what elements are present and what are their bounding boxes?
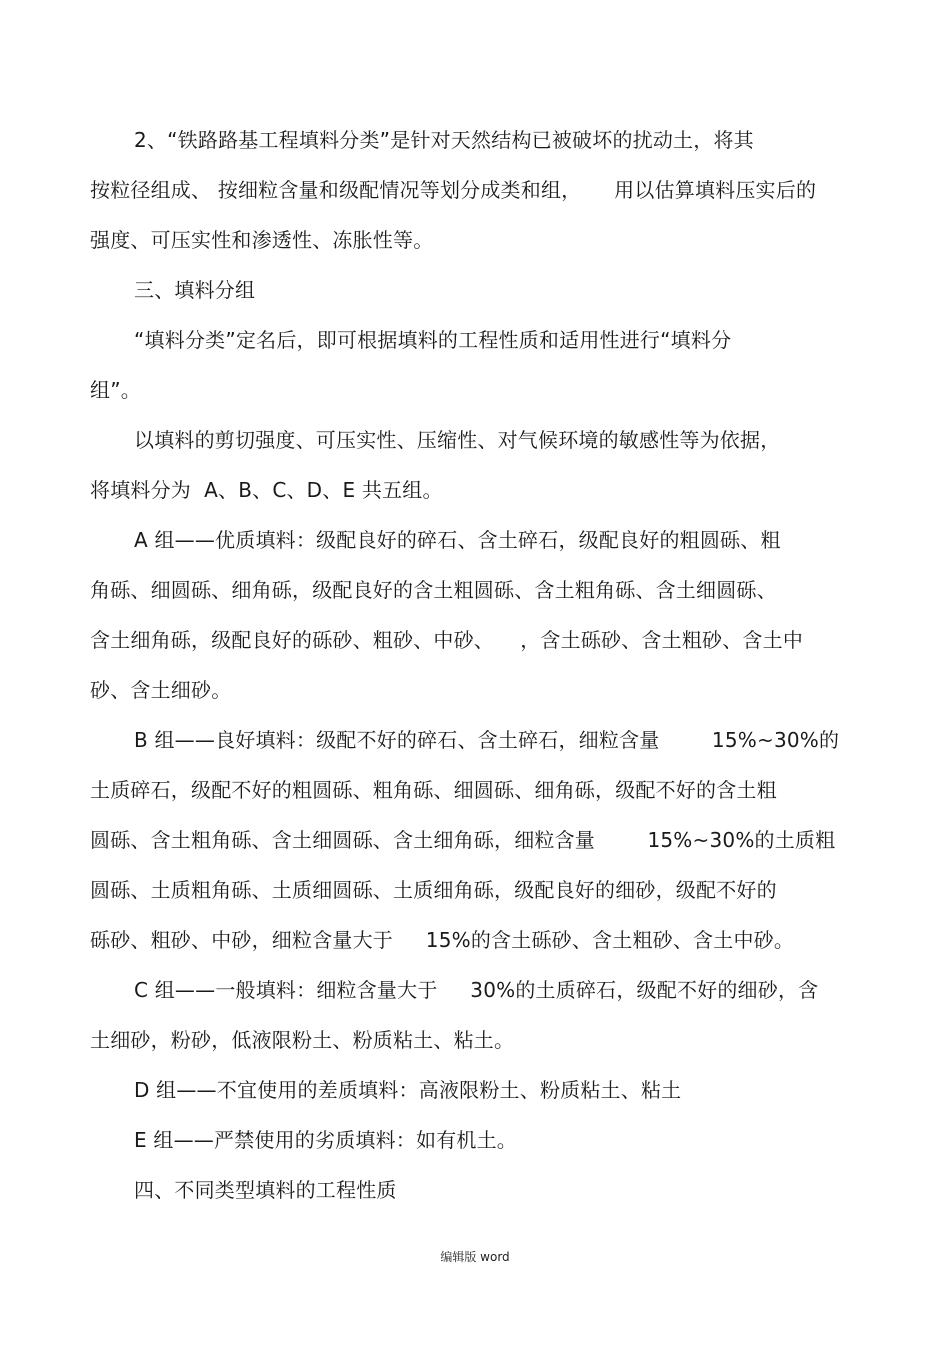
group-e-line: E 组——严禁使用的劣质填料：如有机土。: [134, 1128, 517, 1152]
group-b-line-5: 砾砂、粗砂、中砂，细粒含量大于 15%的含土砾砂、含土粗砂、含土中砂。: [90, 928, 795, 952]
page-footer: 编辑版 word: [440, 1250, 510, 1264]
group-c-line-1: C 组——一般填料：细粒含量大于 30%的土质碎石，级配不好的细砂，含: [134, 978, 819, 1002]
group-b-line-1: B 组——良好填料：级配不好的碎石、含土碎石，细粒含量 15%~30%的: [134, 728, 840, 752]
paragraph-1-line-1: 2、“铁路路基工程填料分类”是针对天然结构已被破坏的扰动土，将其: [134, 128, 754, 152]
group-a-line-3: 含土细角砾，级配良好的砾砂、粗砂、中砂、 ，含土砾砂、含土粗砂、含土中: [90, 628, 804, 652]
group-b-line-4: 圆砾、土质粗角砾、土质细圆砾、土质细角砾，级配良好的细砂，级配不好的: [90, 878, 777, 902]
group-a-line-2: 角砾、细圆砾、细角砾，级配良好的含土粗圆砾、含土粗角砾、含土细圆砾、: [90, 578, 777, 602]
group-b-line-3: 圆砾、含土粗角砾、含土细圆砾、含土细角砾，细粒含量 15%~30%的土质粗: [90, 828, 836, 852]
paragraph-1-line-2: 按粒径组成、 按细粒含量和级配情况等划分成类和组， 用以估算填料压实后的: [90, 178, 817, 202]
section-heading-4: 四、不同类型填料的工程性质: [134, 1178, 397, 1202]
section-heading-3: 三、填料分组: [134, 278, 256, 302]
paragraph-1-line-3: 强度、可压实性和渗透性、冻胀性等。: [90, 228, 434, 252]
paragraph-3-line-1: 以填料的剪切强度、可压实性、压缩性、对气候环境的敏感性等为依据，: [134, 428, 781, 452]
paragraph-2-line-2: 组”。: [90, 378, 141, 402]
group-c-line-2: 土细砂，粉砂，低液限粉土、粉质粘土、粘土。: [90, 1028, 515, 1052]
paragraph-2-line-1: “填料分类”定名后，即可根据填料的工程性质和适用性进行“填料分: [134, 328, 732, 352]
group-d-line: D 组——不宜使用的差质填料：高液限粉土、粉质粘土、粘土: [134, 1078, 682, 1102]
paragraph-3-line-2: 将填料分为 A、B、C、D、E 共五组。: [90, 478, 443, 502]
group-a-line-4: 砂、含土细砂。: [90, 678, 232, 702]
group-a-line-1: A 组——优质填料：级配良好的碎石、含土碎石，级配良好的粗圆砾、粗: [134, 528, 781, 552]
group-b-line-2: 土质碎石，级配不好的粗圆砾、粗角砾、细圆砾、细角砾，级配不好的含土粗: [90, 778, 777, 802]
